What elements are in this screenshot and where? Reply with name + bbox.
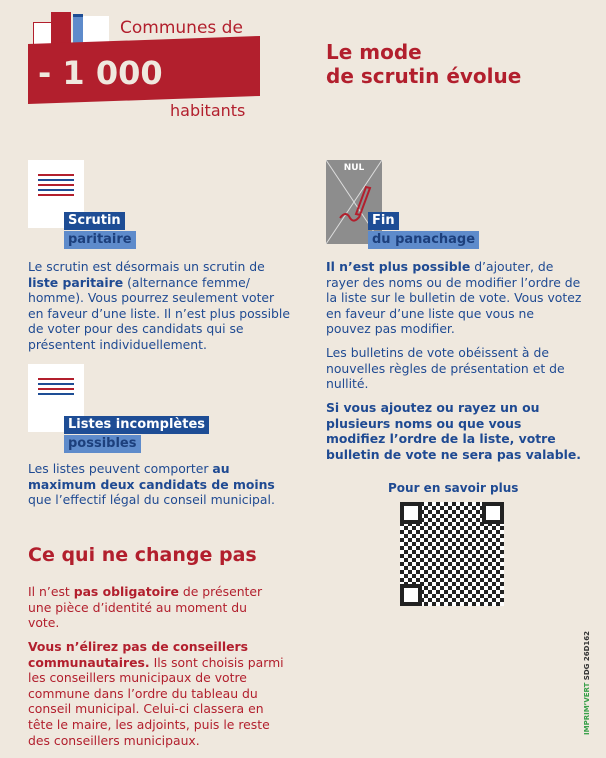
title-line1: Le mode (326, 40, 422, 64)
header-big: - 1 000 (38, 54, 163, 92)
imprim-vert-badge (583, 631, 591, 735)
fin-text2: Les bulletins de vote obéissent à de nouvelles règles de présentation et de nullité. (326, 345, 565, 392)
nochange-title: Ce qui ne change pas (28, 544, 257, 566)
listes-text: Les listes peuvent comporter au maximum deux candidats de moins que l’effectif légal du conseil municipal. (28, 461, 275, 508)
nul-text: NUL (343, 163, 365, 173)
header-bottom: habitants (170, 101, 246, 120)
nochange-text1: Il n’est pas obligatoire de présenter une pièce d’identité au moment du vote. (28, 584, 263, 631)
ref-code: SDG 26D162 (583, 630, 591, 681)
nochange-text2: Vous n’élirez pas de conseillers communautaires. Ils sont choisis parmi les conseillers municipaux de votre commune dans l’ordre du tableau du conseil municipal. Celui-ci classera en tête le maire, les adjoints, puis le reste des conseillers municipaux. (28, 639, 284, 748)
fin-label1: Fin (368, 212, 399, 230)
scrutin-label1: Scrutin (64, 212, 125, 230)
scrutin-text: Le scrutin est désormais un scrutin de liste paritaire (alternance femme/ homme). Vous pourrez seulement voter en faveur d’une liste. Il n’est plus possible de voter pour des candidats qui se présentent individuellement. (28, 259, 290, 352)
more-label: Pour en savoir plus (388, 481, 519, 495)
header-top: Communes de (120, 18, 243, 38)
fin-label2: du panachage (368, 231, 479, 249)
imprim-vert-label: IMPRIM’VERT (583, 682, 591, 735)
listes-label1: Listes incomplètes (64, 416, 209, 434)
qr-code[interactable] (400, 502, 504, 606)
scrutin-label2: paritaire (64, 231, 136, 249)
fin-text1: Il n’est plus possible d’ajouter, de rayer des noms ou de modifier l’ordre de la liste sur le bulletin de vote. Vous votez en faveur d’une liste que vous ne pouvez pas modifier. (326, 259, 582, 337)
fin-text3: Si vous ajoutez ou rayez un ou plusieurs noms ou que vous modifiez l’ordre de la liste, votre bulletin de vote ne sera pas valable. (326, 400, 582, 462)
title-line2: de scrutin évolue (326, 64, 522, 88)
listes-label2: possibles (64, 435, 141, 453)
page-title (326, 40, 521, 88)
